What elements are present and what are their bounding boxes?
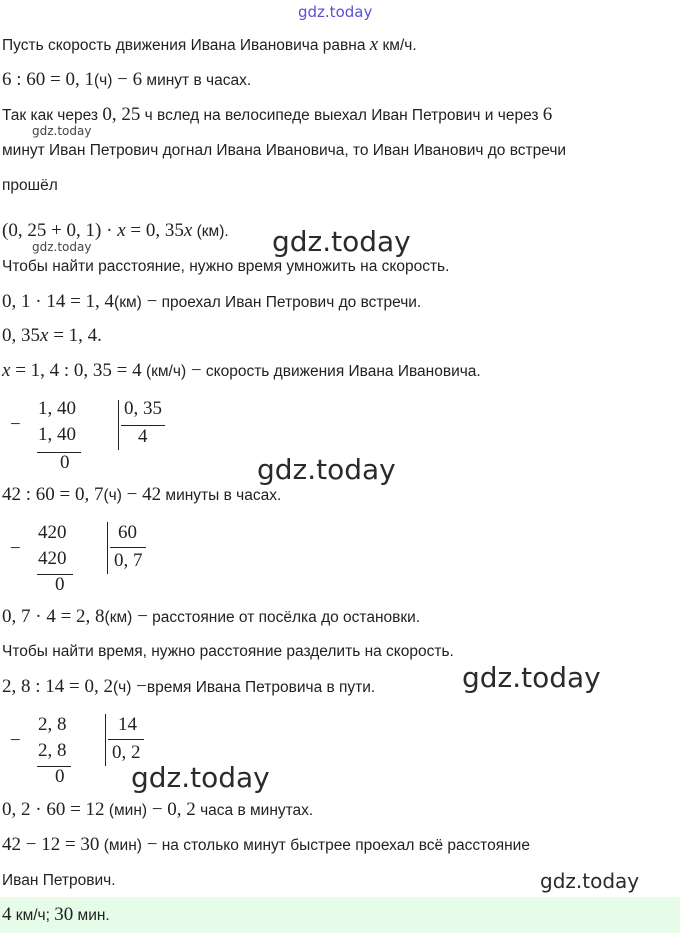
watermark: gdz.today — [131, 761, 270, 794]
text-line: 0, 1 · 14 = 1, 4(км) − проехал Иван Петрович до встречи. — [2, 291, 422, 312]
text-line: 6 : 60 = 0, 1(ч) − 6 минут в часах. — [2, 69, 252, 90]
division-bar — [118, 400, 119, 450]
division-bar — [107, 522, 108, 574]
watermark: gdz.today — [540, 869, 640, 893]
text-line: Пусть скорость движения Ивана Ивановича равна x км/ч. — [2, 34, 417, 55]
division-bar — [105, 714, 106, 766]
text-line: 2, 8 : 14 = 0, 2(ч) −время Ивана Петровича в пути. — [2, 676, 376, 697]
watermark-top: gdz.today — [298, 3, 373, 21]
text-line: 0, 7 · 4 = 2, 8(км) − расстояние от посёлка до остановки. — [2, 606, 421, 627]
text-line: Чтобы найти время, нужно расстояние разделить на скорость. — [2, 643, 454, 660]
text-line: 0, 2 · 60 = 12 (мин) − 0, 2 часа в минутах. — [2, 799, 314, 820]
text-line: Чтобы найти расстояние, нужно время умножить на скорость. — [2, 258, 450, 275]
division-rule — [121, 425, 165, 426]
answer-text: 4 км/ч; 30 мин. — [2, 904, 110, 925]
long-division: − 2, 8 2, 8 0 14 0, 2 — [10, 714, 141, 787]
text-line: x = 1, 4 : 0, 35 = 4 (км/ч) − скорость движения Ивана Ивановича. — [2, 360, 481, 381]
watermark: gdz.today — [32, 124, 92, 138]
text-line: 0, 35x = 1, 4. — [2, 325, 102, 346]
text-line: (0, 25 + 0, 1) · x = 0, 35x (км). — [2, 220, 229, 241]
division-rule — [37, 574, 73, 575]
long-division: − 1, 40 1, 40 0 0, 35 4 — [10, 398, 162, 473]
text-line: 42 − 12 = 30 (мин) − на столько минут быстрее проехал всё расстояние — [2, 834, 530, 855]
watermark: gdz.today — [257, 453, 396, 486]
text-line: прошёл — [2, 177, 58, 194]
watermark: gdz.today — [462, 661, 601, 694]
watermark: gdz.today — [272, 225, 411, 258]
text-line: Так как через 0, 25 ч вслед на велосипеде выехал Иван Петрович и через 6 — [2, 104, 553, 125]
long-division: − 420 420 0 60 0, 7 — [10, 522, 143, 595]
division-rule — [37, 766, 71, 767]
text-line: 42 : 60 = 0, 7(ч) − 42 минуты в часах. — [2, 484, 282, 505]
text-line: минут Иван Петрович догнал Ивана Ивановича, то Иван Иванович до встречи — [2, 142, 567, 159]
division-rule — [37, 452, 81, 453]
division-rule — [108, 739, 144, 740]
watermark: gdz.today — [32, 240, 92, 254]
text-line: Иван Петрович. — [2, 872, 116, 889]
division-rule — [110, 547, 146, 548]
